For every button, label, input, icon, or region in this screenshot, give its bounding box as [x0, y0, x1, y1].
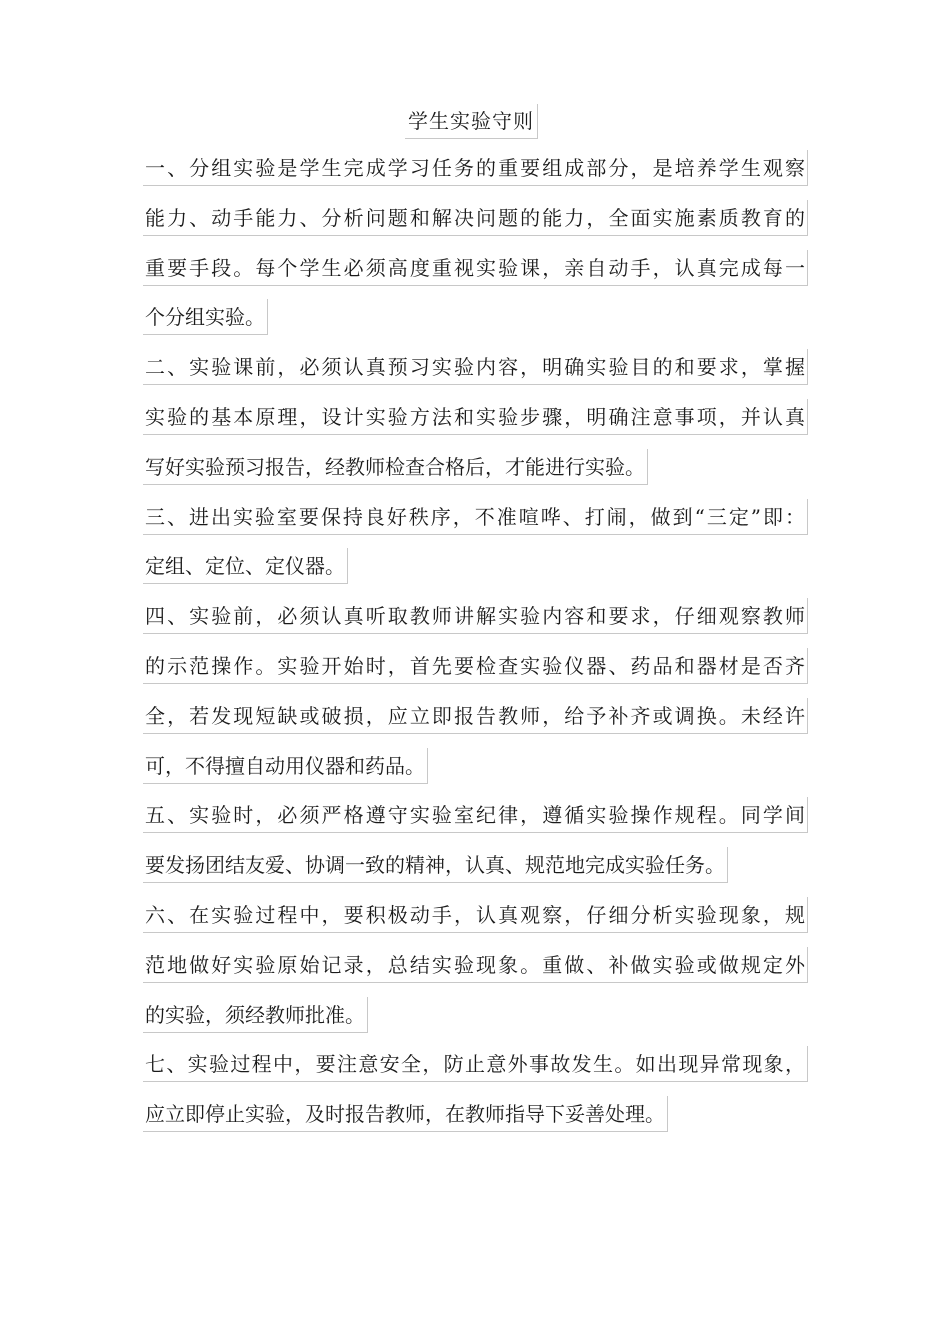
text-line [143, 399, 823, 449]
line-text: 七、实验过程中，要注意安全，防止意外事故发生。如出现异常现象， [143, 1046, 808, 1082]
line-text: 写好实验预习报告，经教师检查合格后，才能进行实验。 [143, 449, 648, 485]
line-text: 的示范操作。实验开始时，首先要检查实验仪器、药品和器材是否齐 [143, 648, 808, 684]
line-text: 应立即停止实验，及时报告教师，在教师指导下妥善处理。 [143, 1096, 668, 1132]
text-line [143, 997, 823, 1047]
text-line [143, 499, 823, 549]
line-text: 能力、动手能力、分析问题和解决问题的能力，全面实施素质教育的 [143, 200, 808, 236]
line-text: 的实验，须经教师批准。 [143, 997, 368, 1033]
text-line [143, 598, 823, 648]
text-line [143, 1096, 823, 1146]
line-text: 三、进出实验室要保持良好秩序，不准喧哗、打闹，做到“三定”即： [143, 499, 808, 535]
line-text: 二、实验课前，必须认真预习实验内容，明确实验目的和要求，掌握 [143, 349, 808, 385]
line-text: 一、分组实验是学生完成学习任务的重要组成部分，是培养学生观察 [143, 150, 808, 186]
line-text: 个分组实验。 [143, 299, 268, 335]
rules-body [143, 150, 823, 1146]
text-line [143, 897, 823, 947]
text-line [143, 250, 823, 300]
text-line [143, 797, 823, 847]
line-text: 全，若发现短缺或破损，应立即报告教师，给予补齐或调换。未经许 [143, 698, 808, 734]
line-text: 实验的基本原理，设计实验方法和实验步骤，明确注意事项，并认真 [143, 399, 808, 435]
document-title: 学生实验守则 [405, 104, 538, 139]
line-text: 定组、定位、定仪器。 [143, 548, 348, 584]
text-line [143, 947, 823, 997]
line-text: 要发扬团结友爱、协调一致的精神，认真、规范地完成实验任务。 [143, 847, 728, 883]
line-text: 范地做好实验原始记录，总结实验现象。重做、补做实验或做规定外 [143, 947, 808, 983]
line-text: 六、在实验过程中，要积极动手，认真观察，仔细分析实验现象，规 [143, 897, 808, 933]
line-text: 五、实验时，必须严格遵守实验室纪律，遵循实验操作规程。同学间 [143, 797, 808, 833]
text-line [143, 748, 823, 798]
text-line [143, 648, 823, 698]
text-line [143, 548, 823, 598]
line-text: 重要手段。每个学生必须高度重视实验课，亲自动手，认真完成每一 [143, 250, 808, 286]
text-line [143, 299, 823, 349]
text-line [143, 349, 823, 399]
text-line [143, 200, 823, 250]
text-line [143, 1046, 823, 1096]
text-line [143, 698, 823, 748]
line-text: 可，不得擅自动用仪器和药品。 [143, 748, 428, 784]
text-line [143, 449, 823, 499]
text-line [143, 150, 823, 200]
line-text: 四、实验前，必须认真听取教师讲解实验内容和要求，仔细观察教师 [143, 598, 808, 634]
text-line [143, 847, 823, 897]
